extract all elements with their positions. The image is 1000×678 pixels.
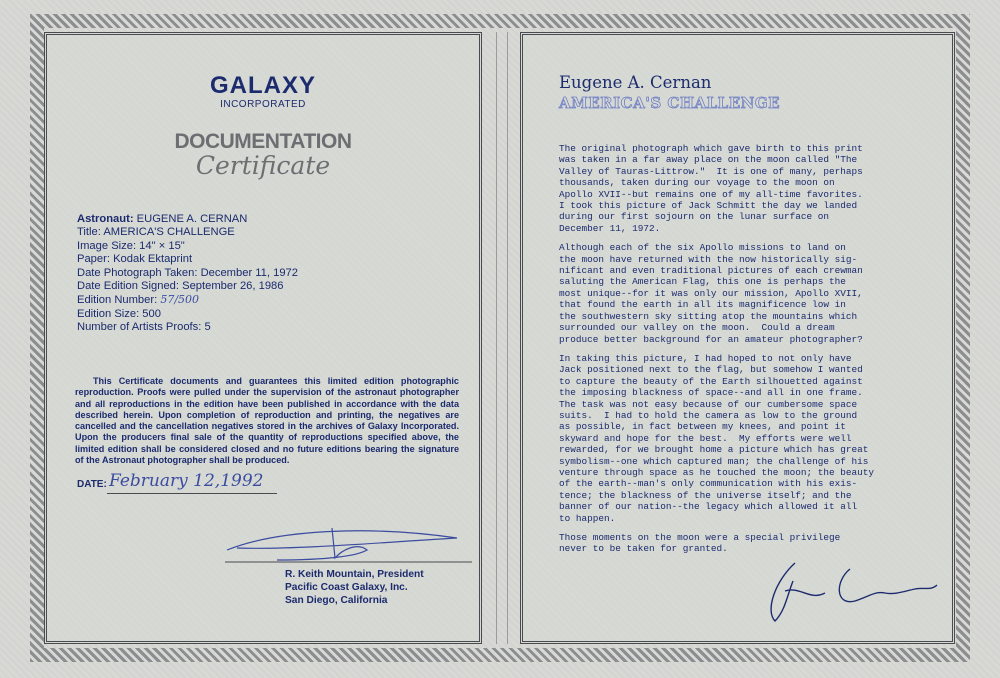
letter-paragraph: Those moments on the moon were a special privilege never to be taken for granted. <box>559 532 841 555</box>
president-signature <box>217 520 477 570</box>
spec-paper: Paper: Kodak Ektaprint <box>77 253 193 266</box>
astronaut-label: Astronaut: <box>77 213 134 225</box>
spec-image-size: Image Size: 14" × 15" <box>77 239 185 252</box>
work-title: AMERICA'S CHALLENGE <box>559 94 781 112</box>
author-name: Eugene A. Cernan <box>559 73 712 92</box>
signer-name: R. Keith Mountain, President <box>285 569 424 580</box>
certificate-statement: This Certificate documents and guarantees this limited edition photographic reproduction. Proofs were pulled under the supervision of the astronaut photographer and all reproductions in the edition have been published in accordance with the data described herein. Upon completion of reproduction and printing, the negatives are cancelled and the cancellation negatives stored in the archives of Galaxy Incorporated. Upon the producers final sale of the quantity of reproductions specified above, the limited edition shall be considered closed and no future editions bearing the signature of the Astronaut photographer shall be produced. <box>75 376 459 466</box>
spec-edition-size: Edition Size: 500 <box>77 307 161 320</box>
spec-date-signed: Date Edition Signed: September 26, 1986 <box>77 280 284 293</box>
astronaut-letter-panel <box>520 32 955 644</box>
letter-paragraph: In taking this picture, I had hoped to not only have Jack positioned next to the flag, but somehow I wanted to capture the beauty of the Earth silhouetted against the imposing blackness of space--and all in one frame. The task was not easy because of our cumbersome space suits. I had to hold the camera as low to the ground as possible, in fact between my knees, and point it skyward and hope for the best. My efforts were well rewarded, for we brought home a picture which has great symbolism--one which captured man; the challenge of his venture through space as he touched the moon; the beauty of the earth--man's only communication with his exis- tence; the blackness of the universe itself; and the banner of our nation--the legacy which allowed it all to happen. <box>559 352 875 524</box>
galaxy-logo <box>47 73 479 110</box>
date-line <box>107 493 277 494</box>
document-title-line1: DOCUMENTATION <box>174 130 352 153</box>
brand-name: GALAXY <box>209 72 316 99</box>
astronaut-value: EUGENE A. CERNAN <box>136 213 248 225</box>
letter-paragraph: The original photograph which gave birth to this print was taken in a far away place on the moon called "The Valley of Tauras-Littrow." It is one of many, perhaps thousands, taken during our voyage to the moon on Apollo XVII--but remains one of my all-time favorites. I took this picture of Jack Schmitt the day we landed during our first sojourn on the lunar surface on December 11, 1972. <box>559 143 863 234</box>
brand-sub: INCORPORATED <box>220 99 306 110</box>
signer-location: San Diego, California <box>285 595 388 606</box>
date-label: DATE: <box>77 479 107 490</box>
letter-body <box>559 143 949 563</box>
edition-number-label: Edition Number: <box>77 294 158 307</box>
spec-artist-proofs: Number of Artists Proofs: 5 <box>77 321 211 334</box>
spec-date-taken: Date Photograph Taken: December 11, 1972 <box>77 266 298 279</box>
documentation-certificate-panel <box>44 32 482 644</box>
edition-specs <box>77 213 457 335</box>
signer-company: Pacific Coast Galaxy, Inc. <box>285 582 408 593</box>
document-title <box>47 131 479 179</box>
spec-title: Title: AMERICA'S CHALLENGE <box>77 226 235 239</box>
letter-paragraph: Although each of the six Apollo missions to land on the moon have returned with the now historically sig- nificant and even traditional pictures of each crewman saluting the American Flag, this one is perhaps the most unique--for it was only our mission, Apollo XVII, that found the earth in all its magnificence low in the southwestern sky sitting atop the mountains which surrounded our valley on the moon. Could a dream produce better background for an amateur photographer? <box>559 242 863 345</box>
edition-number-handwritten: 57/500 <box>160 293 200 307</box>
spec-astronaut <box>77 213 457 226</box>
cernan-signature <box>755 551 945 631</box>
letter-heading <box>559 73 780 112</box>
date-handwritten: February 12,1992 <box>109 471 264 491</box>
document-title-line2: Certificate <box>195 151 331 180</box>
center-fold <box>496 32 508 644</box>
signer-block <box>285 568 424 607</box>
spec-edition-number <box>77 293 457 307</box>
